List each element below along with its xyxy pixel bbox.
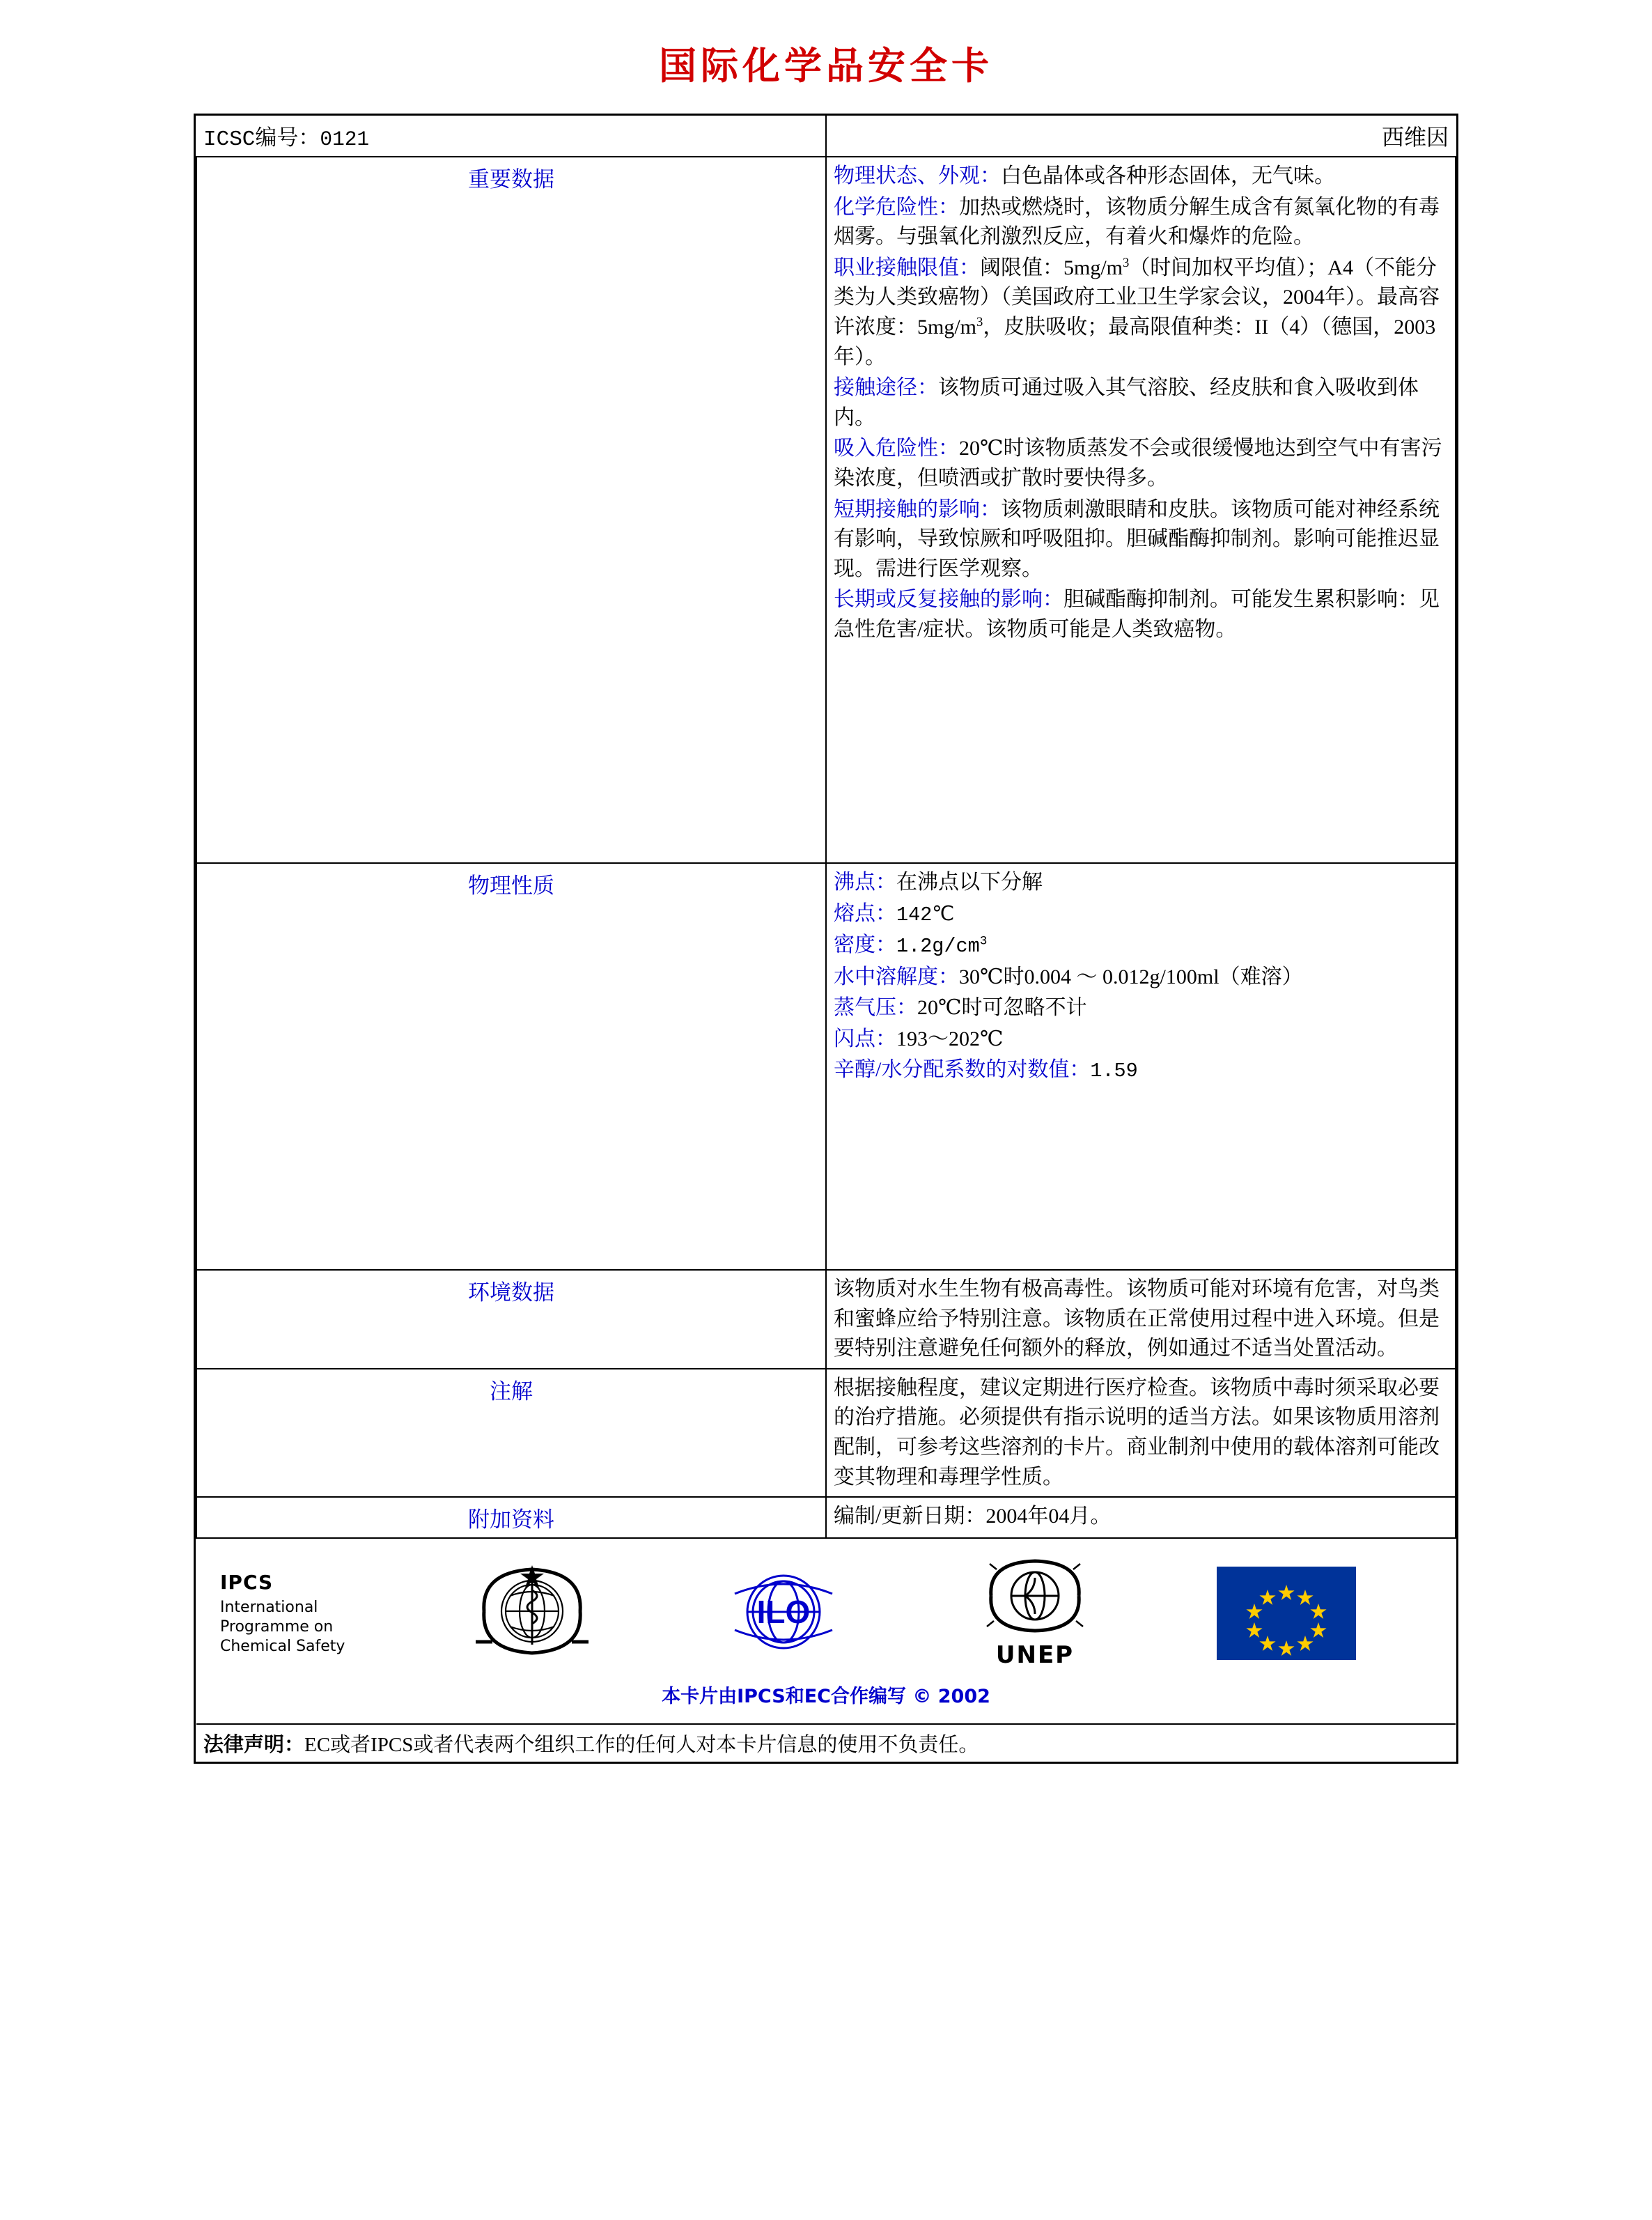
eu-flag bbox=[1217, 1567, 1356, 1660]
icsc-number-cell bbox=[196, 116, 826, 157]
footer-logo-strip bbox=[408, 1558, 1442, 1669]
physical-item-key: 闪点： bbox=[834, 1027, 896, 1050]
legal-notice bbox=[196, 1724, 1456, 1762]
important-item-key: 短期接触的影响： bbox=[834, 497, 1001, 521]
ilo-logo-icon bbox=[714, 1563, 853, 1661]
footer-row bbox=[196, 1538, 1456, 1724]
physical-item bbox=[834, 899, 1448, 929]
legal-label: 法律声明： bbox=[203, 1734, 305, 1757]
physical-item bbox=[834, 993, 1448, 1023]
important-item bbox=[834, 434, 1448, 493]
important-item-key: 长期或反复接触的影响： bbox=[834, 588, 1063, 612]
notes-row bbox=[196, 1369, 1456, 1497]
environmental-data-content: 该物质对水生生物有极高毒性。该物质可能对环境有危害，对鸟类和蜜蜂应给予特别注意。该物质在正常使用过程中进入环境。但是要特别注意避免任何额外的释放，例如通过不适当处置活动。 bbox=[826, 1270, 1456, 1369]
physical-item-key: 蒸气压： bbox=[834, 996, 917, 1020]
page-title: 国际化学品安全卡 bbox=[659, 44, 993, 88]
additional-info-content: 编制/更新日期：2004年04月。 bbox=[826, 1497, 1456, 1538]
unep-wordmark: UNEP bbox=[995, 1640, 1075, 1669]
important-item-key: 物理状态、外观： bbox=[834, 164, 1001, 187]
physical-item-key: 水中溶解度： bbox=[834, 965, 959, 988]
important-item bbox=[834, 254, 1448, 372]
important-item-text: 该物质可通过吸入其气溶胶、经皮肤和食入吸收到体内。 bbox=[834, 376, 1419, 429]
notes-content: 根据接触程度，建议定期进行医疗检查。该物质中毒时须采取必要的治疗措施。必须提供有指示说明的适当方法。如果该物质用溶剂配制，可参考这些溶剂的卡片。商业制剂中使用的载体溶剂可能改变其物理和毒理学性质。 bbox=[826, 1369, 1456, 1497]
important-item-text: 加热或燃烧时，该物质分解生成含有氮氧化物的有毒烟雾。与强氧化剂激烈反应，有着火和爆炸的危险。 bbox=[834, 195, 1440, 249]
legal-text: EC或者IPCS或者代表两个组织工作的任何人对本卡片信息的使用不负责任。 bbox=[304, 1734, 979, 1757]
important-item bbox=[834, 193, 1448, 252]
icsc-number-value: 0121 bbox=[320, 127, 370, 151]
physical-item bbox=[834, 1025, 1448, 1055]
physical-item-key: 密度： bbox=[834, 933, 896, 957]
ilo-logo bbox=[714, 1563, 853, 1664]
ipcs-text-block bbox=[210, 1570, 408, 1656]
important-item-text: 20℃时该物质蒸发不会或很缓慢地达到空气中有害污染浓度，但喷洒或扩散时要快得多。 bbox=[834, 437, 1442, 490]
unep-logo bbox=[969, 1558, 1101, 1669]
cooperation-note: 本卡片由IPCS和EC合作编写 © 2002 bbox=[662, 1686, 990, 1708]
icsc-card bbox=[194, 114, 1458, 1764]
legal-row bbox=[196, 1724, 1456, 1762]
physical-item bbox=[834, 868, 1448, 898]
important-item bbox=[834, 373, 1448, 433]
physical-item-key: 辛醇/水分配系数的对数值： bbox=[834, 1058, 1091, 1082]
important-item bbox=[834, 585, 1448, 644]
physical-item-text: 193～202℃ bbox=[896, 1027, 1004, 1050]
ilo-logo-text: ILO bbox=[756, 1593, 811, 1630]
eu-stars bbox=[1217, 1567, 1356, 1660]
physical-item-text: 1.59 bbox=[1090, 1059, 1138, 1083]
card-header-row bbox=[196, 116, 1456, 157]
ipcs-abbreviation: IPCS bbox=[220, 1571, 274, 1594]
physical-properties-content bbox=[826, 863, 1456, 1270]
who-logo bbox=[466, 1560, 598, 1668]
physical-item-text: 在沸点以下分解 bbox=[896, 871, 1043, 894]
physical-item-key: 沸点： bbox=[834, 871, 896, 894]
section-label-important-data: 重要数据 bbox=[196, 157, 826, 863]
physical-item-key: 熔点： bbox=[834, 901, 896, 925]
important-item-key: 职业接触限值： bbox=[834, 256, 980, 279]
important-item bbox=[834, 162, 1448, 192]
important-item-text: 阈限值：$5mg/m^3$（时间加权平均值）；A4（不能分类为人类致癌物）（美国政府工业卫生学家会议，2004年）。最高容许浓度：$5mg/m^3$，皮肤吸收；最高限值种类：II（4）（德国，2003年）。 bbox=[834, 255, 1440, 368]
physical-item-text: $1.2g/cm^3$ bbox=[896, 934, 988, 958]
section-label-physical-properties: 物理性质 bbox=[196, 863, 826, 1270]
physical-properties-row bbox=[196, 863, 1456, 1270]
important-item-key: 吸入危险性： bbox=[834, 437, 959, 460]
footer-logos-cell bbox=[196, 1538, 1456, 1724]
physical-item bbox=[834, 1055, 1448, 1085]
important-item-key: 化学危险性： bbox=[834, 195, 959, 219]
physical-item-text: 20℃时可忽略不计 bbox=[917, 996, 1087, 1020]
icsc-table bbox=[196, 116, 1456, 1762]
environmental-data-row bbox=[196, 1270, 1456, 1369]
additional-info-row bbox=[196, 1497, 1456, 1538]
eu-flag-icon bbox=[1217, 1567, 1356, 1660]
physical-item bbox=[834, 931, 1448, 961]
important-item-key: 接触途径： bbox=[834, 376, 938, 400]
ipcs-line1: International bbox=[220, 1598, 318, 1616]
icsc-number-label: ICSC编号： bbox=[203, 127, 320, 152]
ipcs-line2: Programme on bbox=[220, 1617, 334, 1636]
important-data-content bbox=[826, 157, 1456, 863]
section-label-notes: 注解 bbox=[196, 1369, 826, 1497]
unep-logo-icon bbox=[969, 1558, 1101, 1642]
physical-item bbox=[834, 963, 1448, 993]
who-logo-icon bbox=[466, 1560, 598, 1664]
ipcs-line3: Chemical Safety bbox=[220, 1638, 345, 1656]
physical-item-text: 30℃时0.004 ～ 0.012g/100ml（难溶） bbox=[959, 965, 1303, 988]
section-label-additional-info: 附加资料 bbox=[196, 1497, 826, 1538]
chemical-name: 西维因 bbox=[826, 116, 1456, 157]
icsc-card-page bbox=[0, 36, 1652, 1764]
important-item bbox=[834, 495, 1448, 584]
important-item-text: 胆碱酯酶抑制剂。可能发生累积影响：见急性危害/症状。该物质可能是人类致癌物。 bbox=[834, 588, 1440, 641]
important-data-row bbox=[196, 157, 1456, 863]
important-item-text: 该物质刺激眼睛和皮肤。该物质可能对神经系统有影响，导致惊厥和呼吸阻抑。胆碱酯酶抑制剂。影响可能推迟显现。需进行医学观察。 bbox=[834, 497, 1440, 580]
section-label-environmental-data: 环境数据 bbox=[196, 1270, 826, 1369]
physical-item-text: 142℃ bbox=[896, 903, 955, 926]
important-item-text: 白色晶体或各种形态固体，无气味。 bbox=[1001, 164, 1335, 187]
